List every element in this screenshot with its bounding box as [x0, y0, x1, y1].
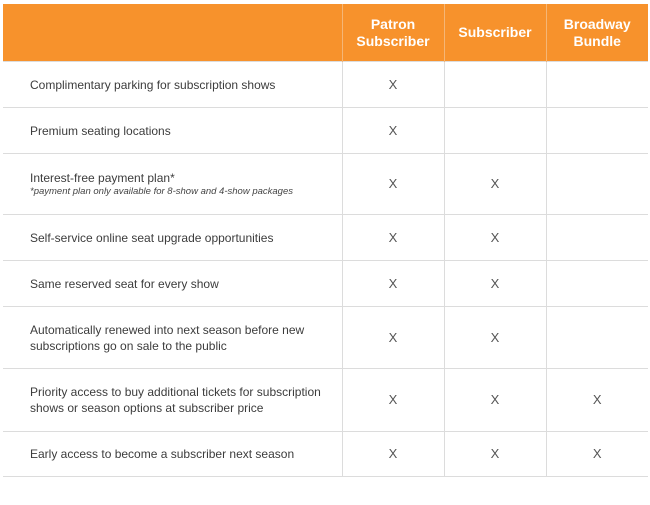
bundle-mark	[546, 154, 648, 215]
subscriber-mark: X	[444, 154, 546, 215]
patron-mark: X	[342, 261, 444, 307]
subscriber-mark	[444, 62, 546, 108]
feature-label: Same reserved seat for every show	[30, 276, 219, 291]
feature-label: Premium seating locations	[30, 123, 171, 138]
patron-mark: X	[342, 432, 444, 477]
subscriber-mark: X	[444, 432, 546, 477]
table-row	[3, 108, 648, 154]
patron-mark: X	[342, 215, 444, 261]
header-patron-subscriber: Patron Subscriber	[342, 4, 444, 62]
feature-cell	[3, 307, 342, 369]
header-row	[3, 4, 648, 62]
bundle-mark	[546, 307, 648, 369]
feature-footnote: *payment plan only available for 8-show and 4-show packages	[30, 186, 293, 197]
subscriber-mark	[444, 108, 546, 154]
patron-mark: X	[342, 369, 444, 432]
table-row	[3, 154, 648, 215]
feature-label: Self-service online seat upgrade opportunities	[30, 230, 274, 245]
subscriber-mark: X	[444, 215, 546, 261]
bundle-mark: X	[546, 432, 648, 477]
bundle-mark	[546, 62, 648, 108]
feature-cell	[3, 154, 342, 215]
bundle-mark	[546, 108, 648, 154]
bundle-mark	[546, 261, 648, 307]
feature-label: Early access to become a subscriber next season	[30, 447, 295, 461]
feature-label: Complimentary parking for subscription shows	[30, 77, 276, 92]
benefits-comparison-table-wrapper	[3, 4, 648, 477]
header-broadway-bundle: Broadway Bundle	[546, 4, 648, 62]
subscriber-mark: X	[444, 261, 546, 307]
table-row	[3, 307, 648, 369]
table-row	[3, 369, 648, 432]
feature-cell	[3, 369, 342, 432]
feature-label: Priority access to buy additional tickets for subscription shows or season options at subscriber price	[30, 385, 321, 415]
header-subscriber: Subscriber	[444, 4, 546, 62]
subscriber-mark: X	[444, 369, 546, 432]
patron-mark: X	[342, 307, 444, 369]
feature-cell	[3, 108, 342, 154]
feature-label: Automatically renewed into next season before new subscriptions go on sale to the public	[30, 322, 305, 353]
table-row	[3, 215, 648, 261]
patron-mark: X	[342, 108, 444, 154]
feature-cell	[3, 261, 342, 307]
feature-label: Interest-free payment plan*	[30, 171, 175, 185]
patron-mark: X	[342, 154, 444, 215]
benefits-comparison-table	[3, 4, 648, 477]
table-row	[3, 432, 648, 477]
feature-cell	[3, 62, 342, 108]
bundle-mark: X	[546, 369, 648, 432]
header-feature	[3, 4, 342, 62]
patron-mark: X	[342, 62, 444, 108]
table-row	[3, 62, 648, 108]
subscriber-mark: X	[444, 307, 546, 369]
bundle-mark	[546, 215, 648, 261]
table-row	[3, 261, 648, 307]
feature-cell	[3, 215, 342, 261]
feature-cell	[3, 432, 342, 477]
